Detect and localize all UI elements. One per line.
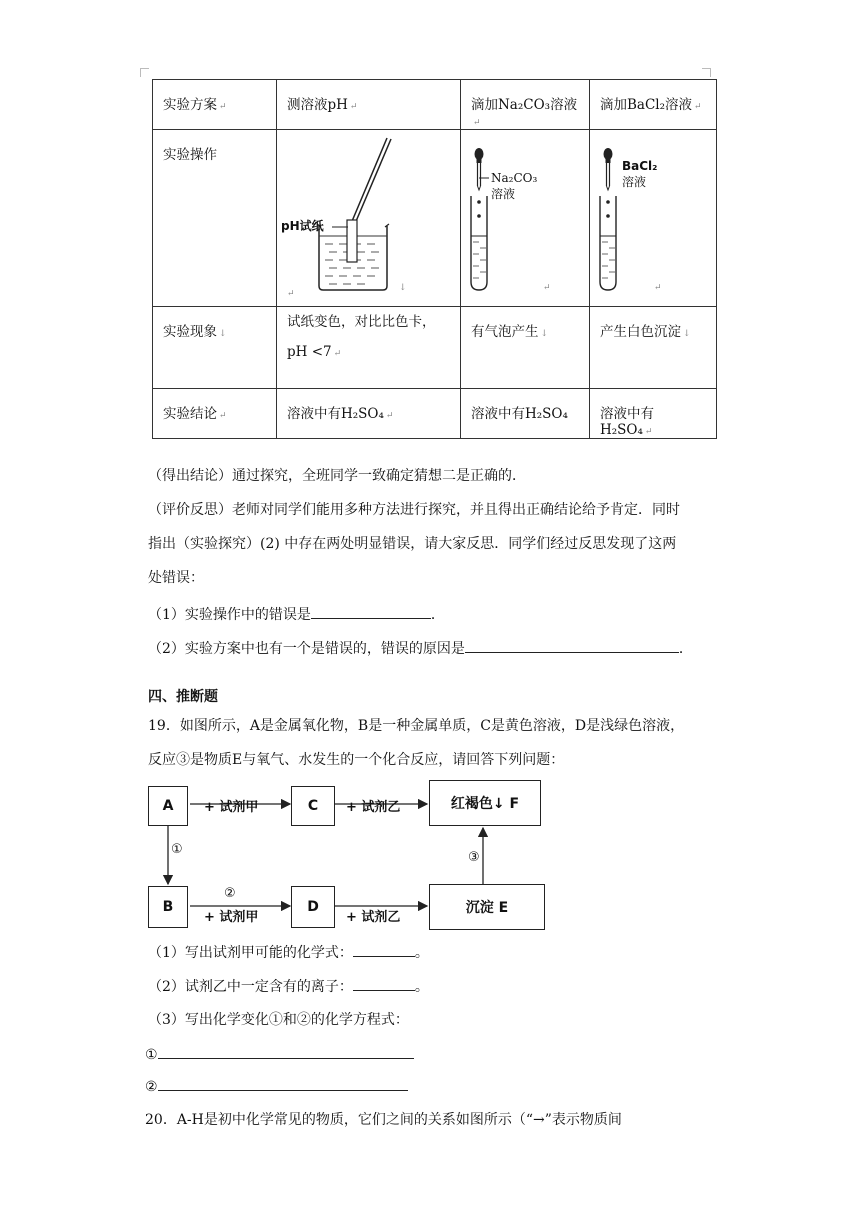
reagent-jia-label: + 试剂甲 bbox=[204, 910, 259, 925]
table-row bbox=[153, 307, 717, 389]
reflection-line-3: 处错误： bbox=[148, 570, 204, 586]
node-e: 沉淀 E bbox=[429, 884, 545, 930]
step-3-label: ③ bbox=[468, 850, 480, 865]
q20-text: 20．A-H是初中化学常见的物质，它们之间的关系如图所示（“→”表示物质间 bbox=[145, 1112, 622, 1128]
table-cell: 有气泡产生 ↓ bbox=[461, 307, 590, 389]
table-cell: 测溶液pH ↵ bbox=[277, 80, 461, 130]
bacl2-dropper-figure bbox=[590, 130, 717, 307]
page-corner-mark bbox=[140, 68, 149, 77]
table-row bbox=[153, 130, 717, 307]
svg-text:↵: ↵ bbox=[287, 289, 295, 299]
table-row bbox=[153, 389, 717, 439]
svg-text:↵: ↵ bbox=[543, 283, 551, 293]
answer-blank[interactable] bbox=[353, 976, 415, 991]
table-cell: 实验操作 bbox=[153, 130, 277, 307]
table-cell: 滴加Na₂CO₃溶液↵ bbox=[461, 80, 590, 130]
node-b: B bbox=[148, 886, 188, 928]
ph-test-figure bbox=[277, 130, 461, 307]
reagent-yi-label: + 试剂乙 bbox=[346, 800, 401, 815]
answer-blank[interactable] bbox=[311, 604, 431, 619]
table-cell: 实验方案 ↵ bbox=[153, 80, 277, 130]
answer-blank[interactable] bbox=[158, 1076, 408, 1091]
question-2: （2）实验方案中也有一个是错误的，错误的原因是 ． bbox=[148, 638, 693, 659]
bacl2-label: BaCl₂ bbox=[622, 159, 658, 173]
page-corner-mark bbox=[702, 68, 711, 77]
bacl2-solution-label: 溶液 bbox=[622, 175, 647, 189]
step-1-label: ① bbox=[171, 842, 183, 857]
node-c: C bbox=[291, 786, 335, 826]
q19-line-1: 19．如图所示，A是金属氧化物，B是一种金属单质，C是黄色溶液，D是浅绿色溶液， bbox=[148, 718, 685, 734]
equation-1: ① bbox=[145, 1044, 414, 1065]
table-cell: 溶液中有H₂SO₄ ↵ bbox=[590, 389, 717, 439]
q19-sub-2: （2）试剂乙中一定含有的离子： 。 bbox=[148, 976, 429, 997]
svg-text:↵: ↵ bbox=[654, 283, 662, 293]
na2co3-label: Na₂CO₃ bbox=[491, 171, 538, 185]
conclusion-text: （得出结论）通过探究，全班同学一致确定猜想二是正确的． bbox=[148, 468, 526, 484]
step-2-label: ② bbox=[224, 886, 236, 901]
node-a: A bbox=[148, 786, 188, 826]
answer-blank[interactable] bbox=[158, 1044, 414, 1059]
table-row bbox=[153, 80, 717, 130]
table-cell: 实验结论 ↵ bbox=[153, 389, 277, 439]
table-cell: 实验现象 ↓ bbox=[153, 307, 277, 389]
node-f: 红褐色↓ F bbox=[429, 780, 541, 826]
table-cell: 溶液中有H₂SO₄ bbox=[461, 389, 590, 439]
question-1: （1）实验操作中的错误是 ． bbox=[148, 604, 445, 625]
table-cell: 溶液中有H₂SO₄ ↵ bbox=[277, 389, 461, 439]
ph-paper-label: pH试纸 bbox=[281, 219, 324, 233]
q19-sub-1: （1）写出试剂甲可能的化学式： 。 bbox=[148, 942, 429, 963]
q19-sub-3: （3）写出化学变化①和②的化学方程式： bbox=[148, 1012, 409, 1028]
na2co3-solution-label: 溶液 bbox=[491, 187, 516, 201]
reflection-line-1: （评价反思）老师对同学们能用多种方法进行探究，并且得出正确结论给予肯定．同时 bbox=[148, 502, 680, 518]
q19-line-2: 反应③是物质E与氧气、水发生的一个化合反应，请回答下列问题： bbox=[148, 752, 565, 768]
svg-text:↓: ↓ bbox=[399, 283, 407, 293]
reagent-yi-label: + 试剂乙 bbox=[346, 910, 401, 925]
table-cell: 产生白色沉淀 ↓ bbox=[590, 307, 717, 389]
answer-blank[interactable] bbox=[465, 638, 679, 653]
section-title: 四、推断题 bbox=[148, 689, 218, 705]
node-d: D bbox=[291, 886, 335, 928]
table-cell: 滴加BaCl₂溶液 ↵ bbox=[590, 80, 717, 130]
answer-blank[interactable] bbox=[353, 942, 415, 957]
reagent-jia-label: + 试剂甲 bbox=[204, 800, 259, 815]
experiment-table bbox=[152, 79, 717, 439]
na2co3-dropper-figure bbox=[461, 130, 590, 307]
table-cell: 试纸变色，对比比色卡，pH <7 ↵ bbox=[277, 307, 461, 389]
equation-2: ② bbox=[145, 1076, 408, 1097]
reflection-line-2: 指出（实验探究）(2) 中存在两处明显错误，请大家反思．同学们经过反思发现了这两 bbox=[148, 536, 677, 552]
